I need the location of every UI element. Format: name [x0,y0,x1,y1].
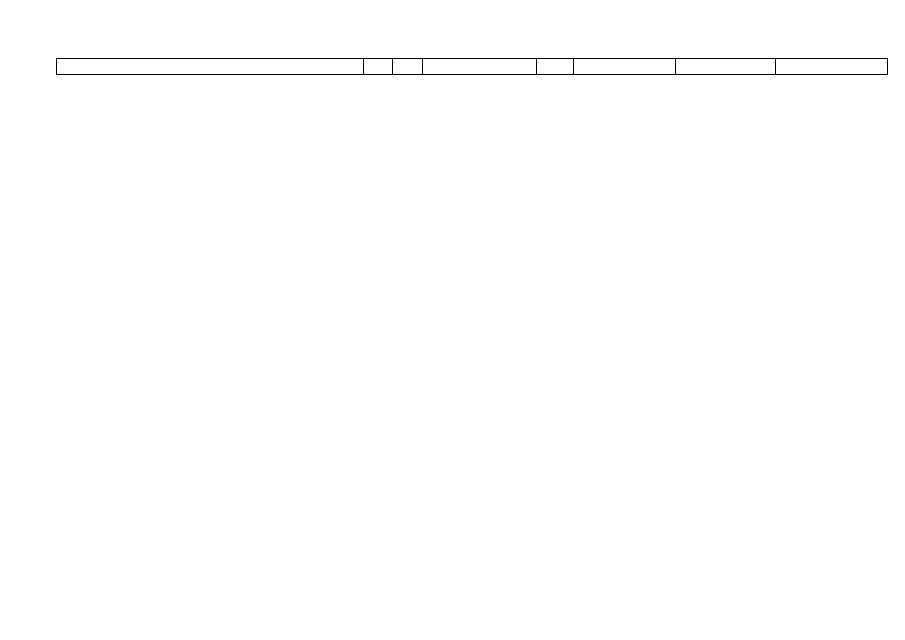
column-header-2022 [776,58,888,75]
column-header-2020 [574,58,676,75]
column-header-rz [364,58,393,75]
column-header-pr [393,58,423,75]
column-header-name [56,58,364,75]
column-header-2021 [676,58,776,75]
column-header-csr [423,58,537,75]
column-header-vr [537,58,574,75]
